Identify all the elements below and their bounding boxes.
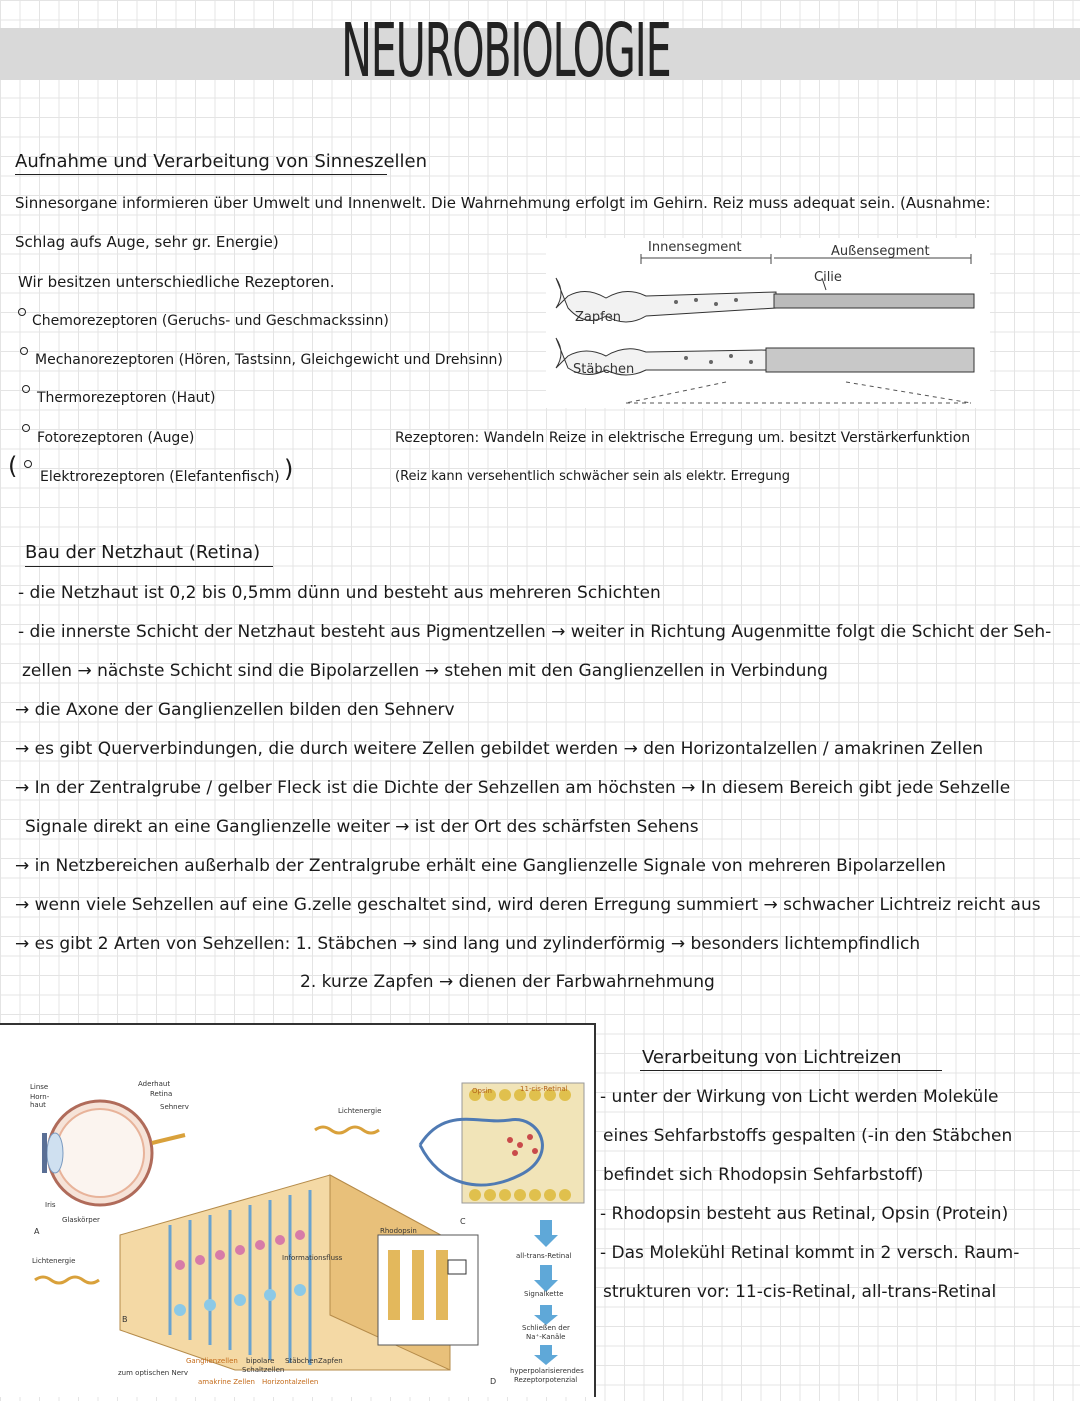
label-aderhaut: Aderhaut [138, 1080, 171, 1088]
text-line: → die Axone der Ganglienzellen bilden den Sehnerv [15, 700, 455, 720]
text-line: Signale direkt an eine Ganglienzelle weiter → ist der Ort des schärfsten Sehens [25, 817, 699, 837]
text-line: - die innerste Schicht der Netzhaut besteht aus Pigmentzellen → weiter in Richtung Augenmitte folgt die Schicht der Seh- [18, 622, 1052, 642]
label-b: B [122, 1315, 128, 1324]
bullet-icon [22, 424, 30, 432]
label-amakrine: amakrine Zellen [198, 1378, 255, 1386]
text-line: - unter der Wirkung von Licht werden Moleküle [600, 1087, 999, 1107]
text-line: Schlag aufs Auge, sehr gr. Energie) [15, 233, 279, 251]
text-line: 2. kurze Zapfen → dienen der Farbwahrnehmung [300, 972, 715, 992]
label-hyperpolarisierendes: hyperpolarisierendes [510, 1367, 584, 1375]
label-zum-optischen-nerv: zum optischen Nerv [118, 1369, 189, 1377]
text-line: → es gibt 2 Arten von Sehzellen: 1. Stäbchen → sind lang und zylinderförmig → besonders lichtempfindlich [15, 934, 921, 954]
innensegment-label: Innensegment [648, 240, 742, 255]
label-horizontalzellen: Horizontalzellen [262, 1378, 319, 1386]
text-line: eines Sehfarbstoffs gespalten (-in den Stäbchen [603, 1126, 1013, 1146]
staebchen-label: Stäbchen [573, 362, 635, 377]
text-line: - die Netzhaut ist 0,2 bis 0,5mm dünn und besteht aus mehreren Schichten [18, 583, 661, 603]
receptor-item: Thermorezeptoren (Haut) [37, 390, 216, 406]
text-line: befindet sich Rhodopsin Sehfarbstoff) [603, 1165, 924, 1185]
text-line: → wenn viele Sehzellen auf eine G.zelle geschaltet sind, wird deren Erregung summiert → schwacher Lichtreiz reicht aus [15, 895, 1041, 915]
label-ganglienzellen: Ganglienzellen [186, 1357, 238, 1365]
text-line: - Das Molekühl Retinal kommt in 2 versch. Raum- [600, 1243, 1020, 1263]
receptor-item: Fotorezeptoren (Auge) [37, 430, 195, 446]
label-d: D [490, 1377, 497, 1386]
section-heading-sinneszellen: Aufnahme und Verarbeitung von Sinneszellen [15, 151, 428, 172]
rezeptoren-note-2: (Reiz kann versehentlich schwächer sein als elektr. Erregung [395, 469, 790, 484]
label-informationsfluss: Informationsfluss [282, 1254, 343, 1262]
aussensegment-label: Außensegment [831, 244, 930, 259]
label-schaltzellen: Schaltzellen [242, 1366, 285, 1374]
receptor-item: Elektrorezeptoren (Elefantenfisch) [40, 469, 280, 485]
bullet-icon [22, 385, 30, 393]
photoreceptor-figure [546, 238, 990, 408]
heading-underline [15, 174, 387, 175]
label-staebchen: Stäbchen [285, 1357, 318, 1365]
bullet-icon [18, 308, 26, 316]
label-rezeptorpotenzial: Rezeptorpotenzial [514, 1376, 578, 1384]
label-rhodopsin: Rhodopsin [380, 1227, 417, 1235]
page-title: NEUROBIOLOGIE [341, 8, 671, 94]
label-iris: Iris [45, 1201, 56, 1209]
text-line: zellen → nächste Schicht sind die Bipolarzellen → stehen mit den Ganglienzellen in Verbindung [22, 661, 828, 681]
label-sehnerv: Sehnerv [160, 1103, 189, 1111]
label-c: C [460, 1217, 466, 1226]
heading-underline [640, 1070, 942, 1071]
label-linse: Linse [30, 1083, 49, 1091]
text-line: - Rhodopsin besteht aus Retinal, Opsin (Protein) [600, 1204, 1009, 1224]
label-bipolare: bipolare [246, 1357, 275, 1365]
paren-open: ( [8, 452, 18, 480]
paren-close: ) [284, 455, 294, 483]
section-heading-retina: Bau der Netzhaut (Retina) [25, 542, 261, 563]
bullet-icon [24, 460, 32, 468]
heading-underline [25, 566, 273, 567]
text-line: → in Netzbereichen außerhalb der Zentralgrube erhält eine Ganglienzelle Signale von mehreren Bipolarzellen [15, 856, 946, 876]
label-signalkette: Signalkette [524, 1290, 564, 1298]
cilie-label: Cilie [814, 270, 842, 285]
label-lichtenergie-1: Lichtenergie [338, 1107, 382, 1115]
retina-figure [0, 1023, 596, 1397]
label-glaskoerper: Glaskörper [62, 1216, 100, 1224]
label-na-kanaele: Na⁺-Kanäle [526, 1333, 566, 1341]
label-all-trans: all-trans-Retinal [516, 1252, 572, 1260]
text-line: strukturen vor: 11-cis-Retinal, all-trans-Retinal [603, 1282, 997, 1302]
text-line: Sinnesorgane informieren über Umwelt und Innenwelt. Die Wahrnehmung erfolgt im Gehirn. Reiz muss adequat sein. (Ausnahme: [15, 194, 991, 212]
text-line: → In der Zentralgrube / gelber Fleck ist die Dichte der Sehzellen am höchsten → In diesem Bereich gibt jede Sehzelle [15, 778, 1011, 798]
rezeptoren-note: Rezeptoren: Wandeln Reize in elektrische Erregung um. besitzt Verstärkerfunktion [395, 430, 971, 446]
zapfen-label: Zapfen [575, 310, 621, 325]
text-line: → es gibt Querverbindungen, die durch weitere Zellen gebildet werden → den Horizontalzellen / amakrinen Zellen [15, 739, 984, 759]
label-schliessen: Schließen der [522, 1324, 570, 1332]
receptor-item: Chemorezeptoren (Geruchs- und Geschmackssinn) [32, 313, 389, 329]
label-a: A [34, 1227, 40, 1236]
text-line: Wir besitzen unterschiedliche Rezeptoren. [18, 273, 335, 291]
label-hornhaut: Horn- haut [30, 1093, 50, 1109]
label-retina: Retina [150, 1090, 173, 1098]
label-cis-retinal: 11-cis-Retinal [520, 1085, 568, 1093]
section-heading-lichtreize: Verarbeitung von Lichtreizen [642, 1047, 902, 1068]
receptor-item: Mechanorezeptoren (Hören, Tastsinn, Gleichgewicht und Drehsinn) [35, 352, 503, 368]
label-opsin: Opsin [472, 1087, 492, 1095]
bullet-icon [20, 347, 28, 355]
label-zapfen: Zapfen [318, 1357, 343, 1365]
label-lichtenergie-2: Lichtenergie [32, 1257, 76, 1265]
